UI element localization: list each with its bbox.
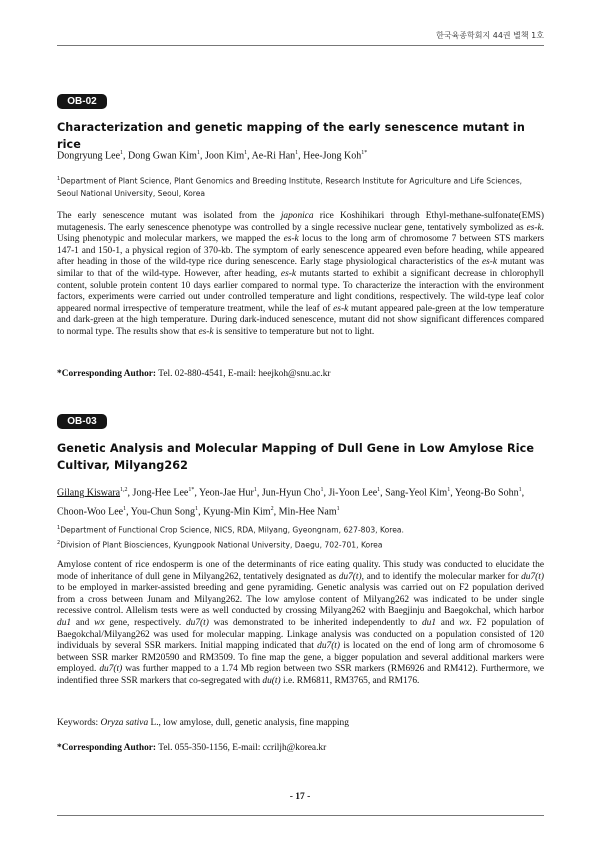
author-affiliation-mark: 1 [377, 487, 381, 493]
keywords: Keywords: Oryza sativa L., low amylose, dull, genetic analysis, fine mapping [57, 718, 349, 728]
author-affiliation-mark: 1 [295, 150, 299, 156]
author-list: Dongryung Lee$^1$, Dong Gwan Kim$^1$, Joon Kim$^1$, Ae-Ri Han$^1$, Hee-Jong Koh$^{1*}$ [57, 150, 368, 162]
author-name: Gilang Kiswara [57, 487, 121, 499]
author-name: Joon Kim [204, 150, 245, 162]
italic-term: du7(t) [99, 664, 123, 675]
author-name: Ji-Yoon Lee [328, 487, 378, 499]
page-number: - 17 - [289, 792, 311, 802]
author-name: Dongryung Lee [57, 150, 121, 162]
author-affiliation-mark: 1 [120, 150, 124, 156]
author-name: You-Chun Song [130, 506, 196, 518]
author-name: Jong-Hee Lee [132, 487, 189, 499]
affiliation-list [57, 173, 545, 201]
corresponding-author [57, 368, 547, 380]
contact-email: E-mail: heejkoh@snu.ac.kr [227, 369, 331, 379]
corresponding-label: *Corresponding Author: [57, 743, 157, 753]
author-name: Hee-Jong Koh [303, 150, 362, 162]
affiliation: $^1$Department of Plant Science, Plant Genomics and Breeding Institute, Research Institute for Agriculture and Life Sciences, Seoul National University, Seoul, Korea [57, 176, 523, 199]
italic-term: du1 [57, 617, 72, 628]
affiliation: $^2$Division of Plant Biosciences, Kyungpook National University, Daegu, 702-701, Korea [57, 540, 383, 550]
italic-term: du(t) [262, 675, 281, 686]
author-affiliation-mark: 1 [196, 150, 200, 156]
italic-term: du7(t) [338, 571, 362, 582]
italic-term: du1 [421, 617, 437, 628]
contact-email: E-mail: ccriljh@korea.kr [232, 743, 327, 753]
affiliation-list [57, 522, 545, 552]
italic-term: wx [459, 617, 470, 628]
author-name: Jun-Hyun Cho [261, 487, 321, 499]
contact-tel: Tel. 02-880-4541, [158, 369, 226, 379]
italic-term: es-k [526, 222, 542, 233]
author-affiliation-mark: 1 [518, 487, 522, 493]
author-name: Min-Hee Nam [278, 506, 337, 518]
author-name: Kyung-Min Kim [203, 506, 271, 518]
contact-tel: Tel. 055-350-1156, [158, 743, 230, 753]
corresponding-label: *Corresponding Author: [57, 369, 157, 379]
author-affiliation-mark: 1 [244, 150, 248, 156]
author-name: Yeon-Jae Hur [199, 487, 254, 499]
italic-term: es-k [481, 257, 498, 268]
author-affiliation-mark: 1,2 [120, 487, 128, 493]
author-affiliation-mark: 2 [270, 506, 274, 513]
journal-header: 한국육종학회지 44권 별책 1호 [436, 31, 544, 40]
author-name: Yeong-Bo Sohn [454, 487, 519, 499]
abstract-text: Amylose content of rice endosperm is one of the determinants of rice eating quality. This study was conducted to elucidate the mode of inheritance of dull gene in Milyang262, tentatively designated as du7(t), and to identify the molecular marker for du7(t) to be employed in marker-assisted breeding and gene pyramiding. Genetic analysis was carried out on F2 population derived from a cross between Junam and Milyang262. The low amylose content of Milyang262 was indicated to be under single recessive control. Allelism tests were as well conducted by crossing Milyang262 with Baegjinju and Baegokchal, which harbor du1 and wx gene, respectively. du7(t) was demonstrated to be inherited independently to du1 and wx. F2 population of Baegokchal/Milyang262 was used for molecular mapping. Linkage analysis was conducted on a population consisted of 120 individuals by several SSR markers. Initial mapping indicated that du7(t) is located on the end of long arm of chromosome 6 between SSR marker RM20590 and RM3509. To fine map the gene, a bigger population and several additional markers were employed. du7(t) was further mapped to a 1.74 Mb region between two SSR markers (RM6926 and RM412). Furthermore, we indentified three SSR markers that co-segregated with du(t) i.e. RM6811, RM3765, and RM176. [57, 560, 544, 686]
italic-term: japonica [280, 211, 314, 221]
italic-term: es-k [283, 234, 299, 245]
italic-term: du7(t) [317, 641, 341, 652]
footer-divider [57, 815, 544, 816]
italic-term: Oryza sativa [100, 718, 149, 728]
header-divider [57, 45, 544, 46]
author-name: Ae-Ri Han [251, 150, 296, 162]
affiliation: $^1$Department of Functional Crop Science, NICS, RDA, Milyang, Gyeongnam, 627-803, Korea. [57, 525, 404, 535]
italic-term: wx [94, 617, 105, 628]
author-affiliation-mark: 1 [123, 506, 127, 513]
author-name: Choon-Woo Lee [57, 506, 124, 518]
italic-term: es-k [280, 268, 296, 279]
author-name: Sang-Yeol Kim [385, 487, 448, 499]
author-list: Gilang Kiswara$^{1,2}$, Jong-Hee Lee$^{1*}$, Yeon-Jae Hur$^1$, Jun-Hyun Cho$^1$, Ji-Yoon Lee$^1$, Sang-Yeol Kim$^1$, Yeong-Bo Sohn$^1$, Choon-Woo Lee$^1$, You-Chun Song$^1$, Kyung-Min Kim$^2$, Min-Hee Nam$^1$ [57, 487, 525, 518]
author-affiliation-mark: 1 [195, 506, 199, 513]
author-affiliation-mark: 1 [320, 487, 324, 493]
author-affiliation-mark: 1 [447, 487, 451, 493]
author-affiliation-mark: 1* [188, 487, 195, 493]
italic-term: es-k [333, 303, 349, 314]
section-badge: OB-03 [57, 414, 107, 429]
author-name: Dong Gwan Kim [128, 150, 197, 162]
italic-term: du7(t) [521, 571, 544, 582]
paper-title: Genetic Analysis and Molecular Mapping of Dull Gene in Low Amylose Rice Cultivar, Milyang262 [57, 442, 535, 472]
italic-term: es-k [198, 326, 214, 337]
author-affiliation-mark: 1* [361, 150, 368, 156]
abstract-text: The early senescence mutant was isolated from the japonica rice Koshihikari through Ethyl-methane-sulfonate(EMS) mutagenesis. The early senescence phenotype was controlled by a single recessive nuclear gene, tentatively symbolized as es-k. Using phenotypic and molecular markers, we mapped the es-k locus to the long arm of chromosome 7 between STS markers 147-1 and 150-1, a physical region of 370-kb. The symptom of early senescence appeared even before heading, while appeared after heading in those of the wild-type rice during senescence. Early stage physiological characteristics of the es-k mutant was similar to that of the wild-type. However, after heading, es-k mutants started to exhibit a significant decrease in chlorophyll content, soluble protein content 10 days earlier compared to normal type. To characterize the interaction with the environment factors, experiments were carried out under controlled temperature and light conditions, respectively. The wild-type leaf color appeared normal irrespective of temperature treatment, while the leaf of es-k mutant appeared pale-green at the low temperature and dark-green at the high temperature. During dark-induced senescence, mutant did not show significant differences compared to normal type. The results show that es-k is sensitive to temperature but not to light. [57, 211, 544, 337]
author-affiliation-mark: 1 [336, 506, 340, 513]
paper-title: Characterization and genetic mapping of the early senescence mutant in rice [57, 121, 525, 151]
corresponding-author [57, 742, 547, 754]
section-badge: OB-02 [57, 94, 107, 109]
author-affiliation-mark: 1 [253, 487, 257, 493]
italic-term: du7(t) [185, 617, 209, 628]
